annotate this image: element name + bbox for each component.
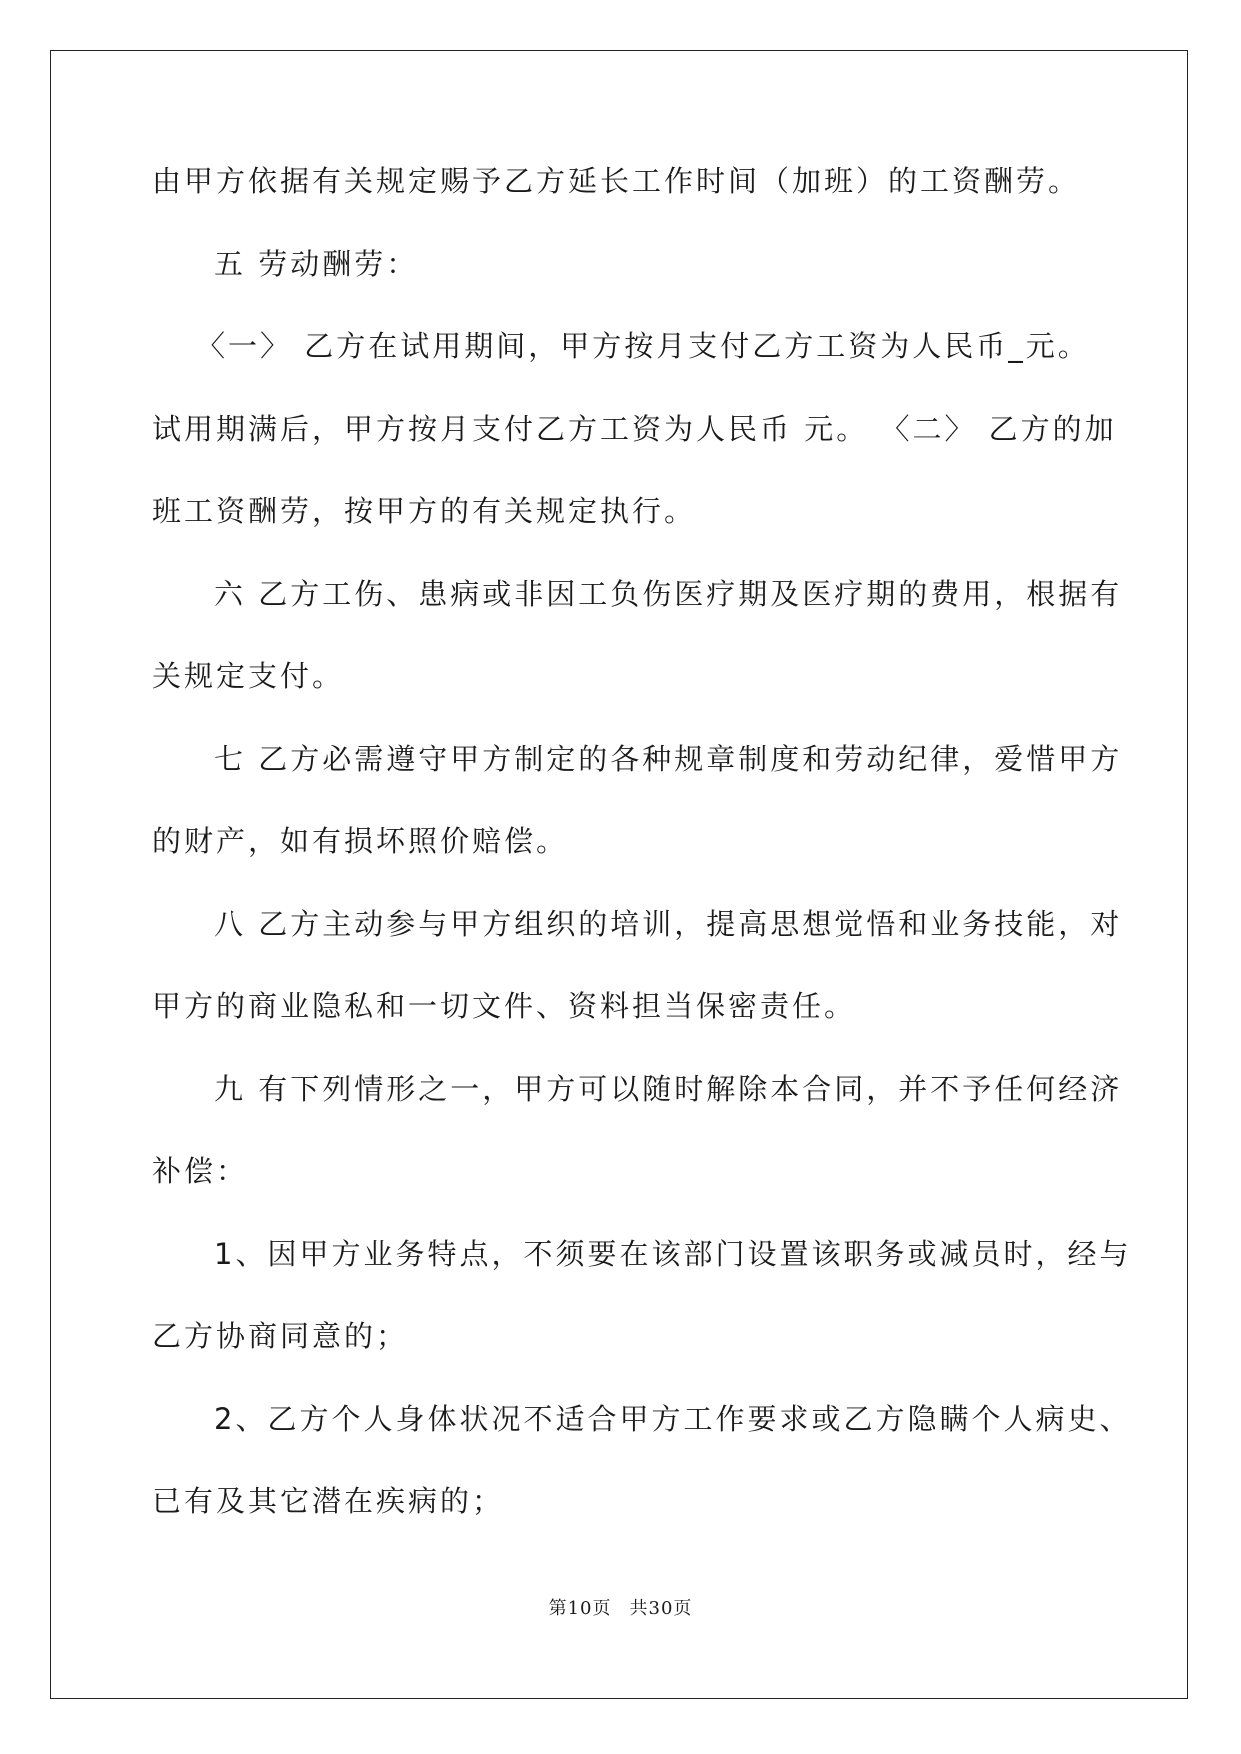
text-line: 甲方的商业隐私和一切文件、资料担当保密责任。 <box>152 989 857 1023</box>
text-line: 关规定支付。 <box>152 659 345 693</box>
text-line: 已有及其它潜在疾病的； <box>152 1484 505 1518</box>
text-line: 补偿： <box>152 1154 249 1188</box>
text-line: 由甲方依据有关规定赐予乙方延长工作时间（加班）的工资酬劳。 <box>152 164 1081 198</box>
text-line: 六 乙方工伤、患病或非因工负伤医疗期及医疗期的费用，根据有 <box>214 576 1123 611</box>
document-body <box>152 158 1132 1561</box>
text-line: 1、因甲方业务特点，不须要在该部门设置该职务或减员时，经与 <box>214 1236 1132 1271</box>
text-line: 班工资酬劳，按甲方的有关规定执行。 <box>152 494 697 528</box>
page-total: 共30页 <box>629 1598 693 1619</box>
section-heading: 五 劳动酬劳： <box>214 246 419 281</box>
text-line: 的财产，如有损坏照价赔偿。 <box>152 824 569 858</box>
text-line: 九 有下列情形之一，甲方可以随时解除本合同，并不予任何经济 <box>214 1071 1123 1106</box>
page-footer <box>0 1594 1241 1620</box>
text-line: 试用期满后，甲方按月支付乙方工资为人民币 元。 〈二〉 乙方的加 <box>152 411 1117 446</box>
text-line: 乙方协商同意的； <box>152 1319 409 1353</box>
text-line: 〈一〉 乙方在试用期间，甲方按月支付乙方工资为人民币_元。 <box>196 329 1090 363</box>
text-line: 2、乙方个人身体状况不适合甲方工作要求或乙方隐瞒个人病史、 <box>214 1401 1132 1436</box>
page-number: 第10页 <box>548 1598 612 1619</box>
text-line: 七 乙方必需遵守甲方制定的各种规章制度和劳动纪律，爱惜甲方 <box>214 741 1123 776</box>
text-line: 八 乙方主动参与甲方组织的培训，提高思想觉悟和业务技能，对 <box>214 906 1123 941</box>
